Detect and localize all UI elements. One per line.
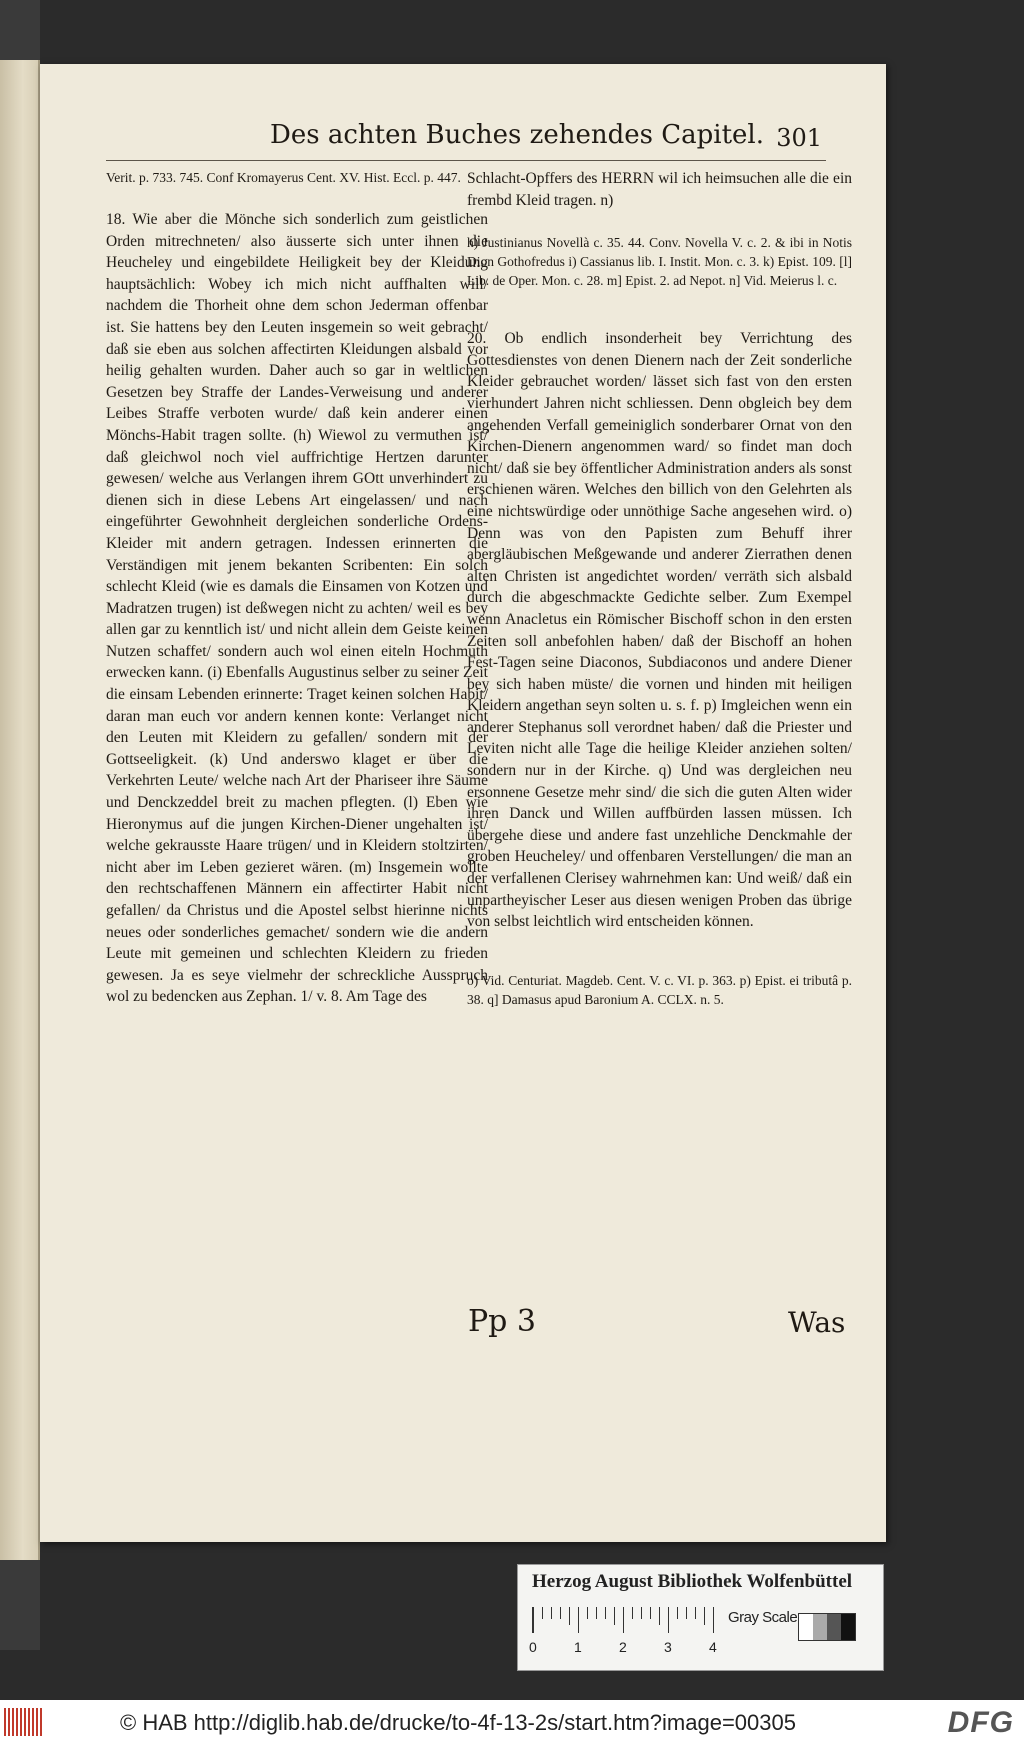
book-spine-edge <box>0 60 40 1560</box>
running-title: Des achten Buches zehendes Capitel. <box>270 120 765 150</box>
right-column <box>467 168 852 1009</box>
footer-copyright-link[interactable]: © HAB http://diglib.hab.de/drucke/to-4f-13-2s/start.htm?image=00305 <box>120 1710 796 1735</box>
printer-signature: Pp 3 <box>468 1304 537 1339</box>
library-name: Herzog August Bibliothek Wolfenbüttel <box>532 1571 853 1592</box>
ruler-number: 0 <box>529 1639 537 1655</box>
ruler-number: 3 <box>664 1639 672 1655</box>
gray-scale-label: Gray Scale <box>728 1609 798 1626</box>
dfg-logo: DFG <box>947 1706 1014 1739</box>
book-page <box>40 64 886 1542</box>
gray-scale-swatch <box>798 1613 856 1641</box>
page-number: 301 <box>776 124 822 152</box>
right-column-continuation: Schlacht-Opffers des HERRN wil ich heimsuchen alle die ein frembd Kleid tragen. n) <box>467 170 852 209</box>
footnotes-o-to-q: o) Vid. Centuriat. Magdeb. Cent. V. c. VI. p. 363. p) Epist. ei tributâ p. 38. q] Damasus apud Baronium A. CCLX. n. 5. <box>467 972 852 1007</box>
header-rule <box>106 160 826 161</box>
ruler-number: 4 <box>709 1639 717 1655</box>
footnotes-h-to-n: h) Justinianus Novellà c. 35. 44. Conv. Novella V. c. 2. & ibi in Notis Dion Gothofredus i) Cassianus lib. I. Instit. Mon. c. 3. k) Epist. 109. [l] Lib. de Oper. Mon. c. 28. m] Epist. 2. ad Nepot. n] Vid. Meierus l. c. <box>467 235 852 289</box>
ruler-number: 1 <box>574 1639 582 1655</box>
catchword: Was <box>788 1306 846 1339</box>
left-column-footnote-continuation: Verit. p. 733. 745. Conf Kromayerus Cent. XV. Hist. Eccl. p. 447. <box>106 170 461 185</box>
barcode-icon <box>4 1708 44 1736</box>
color-scale-card <box>517 1564 884 1671</box>
footer-bar <box>0 1700 1024 1744</box>
paragraph-18: 18. Wie aber die Mönche sich sonderlich zum geistlichen Orden mitrechneten/ also äusserte sich unter ihnen die Heucheley und eingebildete Heiligkeit bey der Kleidung hauptsächlich: Wobey ich mich nicht auffhalten will/ nachdem die Thorheit ohne dem schon Jederman offenbar ist. Sie hattens bey den Leuten insgemein so weit gebracht/ daß sie eben aus solchen affectirten Kleidungen alsbald vor heilig gehalten wurden. Daher auch so gar in weltlichen Gesetzen bey Straffe der Landes-Verweisung und anderer Leibes Straffe verboten wurde/ daß kein anderer einen Mönchs-Habit tragen sollte. (h) Wiewol zu vermuthen ist/ daß gleichwol noch viel auffrichtige Hertzen darunter gewesen/ welche aus Verlangen ihrem GOtt unverhindert zu dienen sich in diese Lebens Art eingelassen/ und nach eingeführter Gewohnheit dergleichen sonderliche Ordens-Kleider mit andern getragen. Indessen erinnerten die Verständigen mit jenem bekanten Scribenten: Ein solch schlecht Kleid (wie es damals die Einsamen von Kotzen und Madratzen trugen) ist deßwegen nicht zu achten/ weil es bey allen gar zu kenntlich ist/ und nicht allein dem Geiste keinen Nutzen schaffet/ sondern auch wol einen eiteln Hochmuth erwecken kann. (i) Ebenfalls Augustinus selber zu seiner Zeit die einsam Lebenden erinnerte: Traget keinen solchen Habit/ daran man euch vor andern kennen konte: Verlanget nicht den Leuten mit Kleidern zu gefallen/ sondern mit der Gottseeligkeit. (k) Und anderswo klaget er über die Verkehrten Leute/ welche nach Art der Phariseer ihre Säume und Denckzeddel breit zu machen pflegten. (l) Eben wie Hieronymus auf die jungen Kirchen-Diener ungehalten ist/ welche gekrausste Haare trügen/ und in Kleidern stoltzirten/ nicht aber im Leben gezieret wären. (m) Insgemein wollte den rechtschaffenen Männern ein affectirter Habit nicht gefallen/ da Christus und die Apostel selbst hierinne nichts neues oder sonderliches gemachet/ sondern wie die andern Leute mit gemeinen und schlechten Kleidern zu frieden gewesen. Ja es seye vielmehr der schreckliche Ausspruch wol zu bedencken aus Zephan. 1/ v. 8. Am Tage des <box>106 211 488 1006</box>
left-column <box>106 168 488 1008</box>
measurement-ruler <box>532 1607 723 1633</box>
ruler-number: 2 <box>619 1639 627 1655</box>
paragraph-20: 20. Ob endlich insonderheit bey Verrichtung des Gottesdienstes von denen Dienern nach der Zeit sonderliche Kleider gebrauchet worden/ lässet sich fast von den ersten vierhundert Jahren nicht schliessen. Denn obgleich bey dem angehenden Verfall gemeiniglich sonderbarer Ornat von den Kirchen-Dienern angenommen ward/ so findet man doch nicht/ daß sie bey öffentlicher Administration anders als sonst erschienen wären. Welches den billich von den Gelehrten als eine nichtswürdige oder unnöthige Sache angesehen wird. o) Denn was von den Papisten zum Behuff ihrer abergläubischen Meßgewande und anderer Zierrathen denen alten Christen ist angedichtet worden/ verräth sich alsbald durch die abgeschmackte Gedichte selber. Zum Exempel wenn Anacletus ein Römischer Bischoff schon in den ersten Zeiten soll anbefohlen haben/ daß der Bischoff an hohen Fest-Tagen seine Diaconos, Subdiaconos und andere Diener bey sich haben müste/ die vornen und hinden mit heiligen Kleidern angethan seyn solten u. s. f. p) Imgleichen wenn ein anderer Stephanus soll verordnet haben/ daß die Priester und Leviten nicht alle Tage die heilige Kleider anziehen solten/ sondern nur in der Kirche. q) Und was dergleichen neu ersonnene Gesetze mehr sind/ die sich die guten Alten wider ihren Danck und Willen auffbürden lassen müssen. Ich übergehe diese und andere fast unzehliche Denckmahle der groben Heucheley/ und offenbaren Verstellungen/ die man an der verfallenen Clerisey wahrnehmen kan: Und weiß/ daß ein unpartheyischer Leser aus diesen wenigen Proben das übrige von selbst leichtlich wird entscheiden können. <box>467 330 852 931</box>
